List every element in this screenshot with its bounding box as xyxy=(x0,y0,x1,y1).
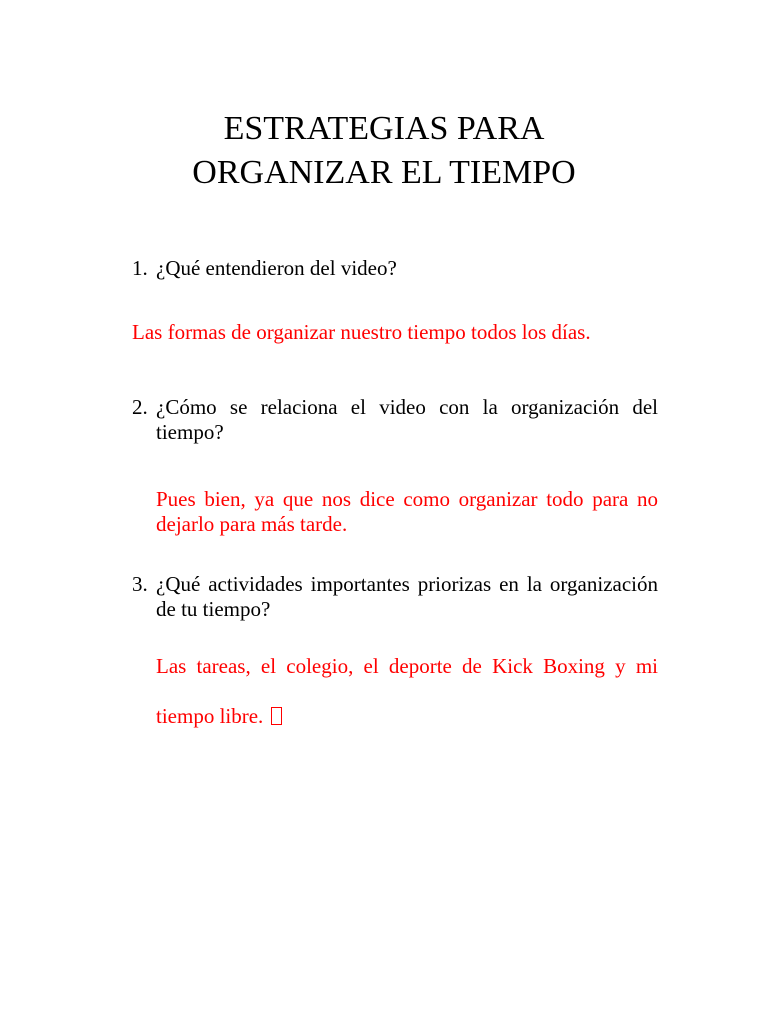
page-title xyxy=(0,107,768,195)
question-2 xyxy=(132,395,658,445)
answer-1: Las formas de organizar nuestro tiempo todos los días. xyxy=(132,320,591,344)
question-2-text: ¿Cómo se relaciona el video con la organización del tiempo? xyxy=(156,395,658,444)
question-3-number: 3. xyxy=(132,572,148,596)
answer-3-line-1: Las tareas, el colegio, el deporte de Kick Boxing y mi xyxy=(156,654,658,678)
question-3 xyxy=(132,572,658,622)
question-1-text: ¿Qué entendieron del video? xyxy=(156,256,397,280)
missing-glyph-icon xyxy=(271,707,282,725)
question-2-number: 2. xyxy=(132,395,148,419)
answer-3-line-2-text: tiempo libre. xyxy=(156,704,264,728)
answer-2: Pues bien, ya que nos dice como organizar todo para no dejarlo para más tarde. xyxy=(156,487,658,536)
title-line-1: ESTRATEGIAS PARA xyxy=(223,109,545,147)
question-1 xyxy=(132,256,658,281)
answer-3-line-2 xyxy=(156,704,658,729)
question-3-text: ¿Qué actividades importantes priorizas en la organización de tu tiempo? xyxy=(156,572,658,621)
question-1-number: 1. xyxy=(132,256,148,280)
title-line-2: ORGANIZAR EL TIEMPO xyxy=(192,153,576,191)
